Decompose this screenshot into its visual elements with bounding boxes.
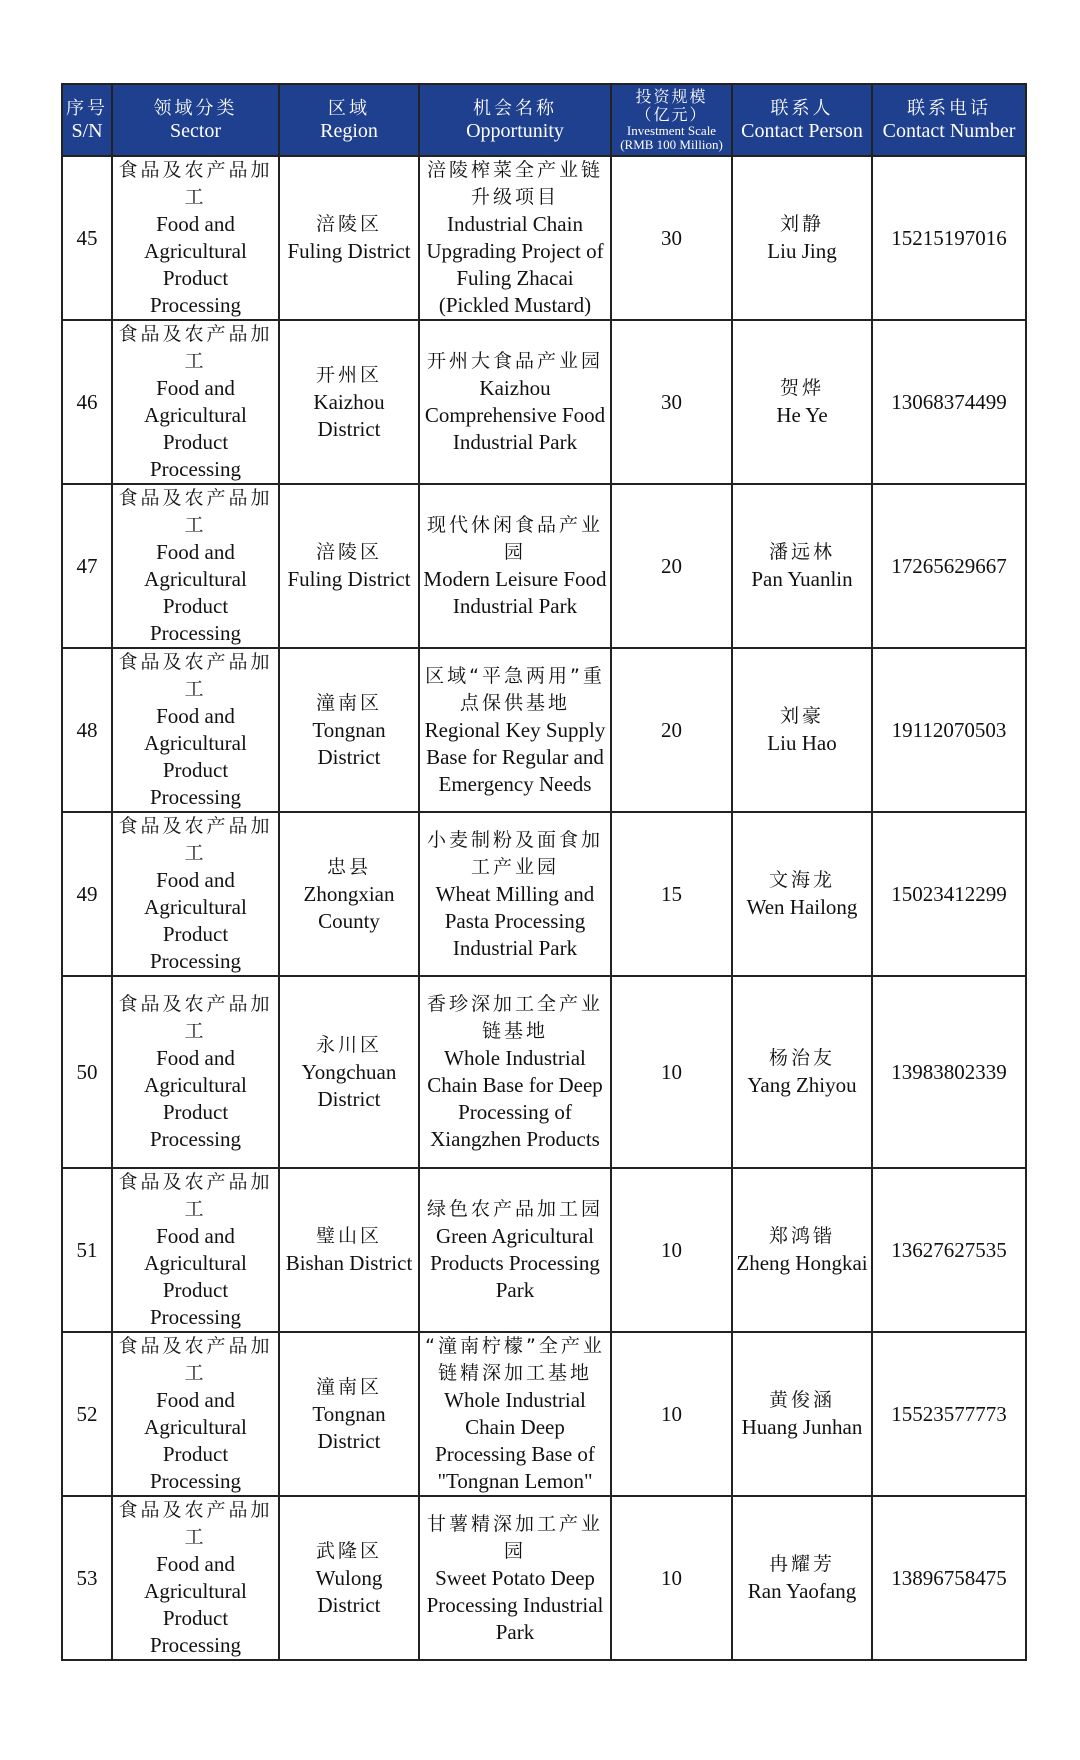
header-sector-zh: 领域分类 — [153, 98, 238, 119]
cell-investment: 10 — [611, 1332, 732, 1496]
region-en: Zhongxian County — [303, 881, 395, 933]
region-en: Tongnan District — [312, 1401, 386, 1453]
region-zh: 潼南区 — [315, 691, 382, 714]
header-sector-en: Sector — [169, 120, 222, 142]
table-header — [62, 84, 1026, 156]
opportunity-zh: 现代休闲食品产业园 — [426, 514, 603, 563]
cell-phone: 13627627535 — [872, 1168, 1026, 1332]
header-sector — [112, 84, 279, 156]
sector-en: Food and Agricultural Product Processing — [144, 1552, 247, 1657]
opportunity-en: Industrial Chain Upgrading Project of Fuling Zhacai (Pickled Mustard) — [426, 212, 604, 317]
table-row — [62, 1332, 1026, 1496]
opportunity-zh: 区域“平急两用”重点保供基地 — [425, 664, 605, 714]
cell-region — [279, 1496, 419, 1660]
contact-en: Ran Yaofang — [747, 1579, 857, 1603]
header-investment-en1: Investment Scale — [626, 123, 717, 138]
cell-contact — [732, 976, 872, 1168]
cell-investment: 10 — [611, 1496, 732, 1660]
contact-zh: 刘静 — [779, 213, 824, 235]
contact-en: Zheng Hongkai — [736, 1251, 868, 1275]
header-region — [279, 84, 419, 156]
table-row — [62, 976, 1026, 1168]
header-opportunity — [419, 84, 611, 156]
cell-sector — [112, 484, 279, 648]
table-row — [62, 1168, 1026, 1332]
contact-en: He Ye — [776, 403, 828, 427]
cell-region — [279, 156, 419, 320]
cell-sector — [112, 812, 279, 976]
contact-en: Huang Junhan — [741, 1415, 863, 1439]
sector-en: Food and Agricultural Product Processing — [144, 1388, 247, 1493]
sector-zh: 食品及农产品加工 — [118, 815, 273, 864]
header-phone — [872, 84, 1026, 156]
region-zh: 忠县 — [326, 855, 371, 878]
opportunity-en: Modern Leisure Food Industrial Park — [423, 567, 607, 618]
header-row — [62, 84, 1026, 156]
header-opportunity-en: Opportunity — [466, 120, 564, 142]
table-row — [62, 1496, 1026, 1660]
opportunity-zh: 甘薯精深加工产业园 — [426, 1512, 603, 1562]
cell-investment: 10 — [611, 976, 732, 1168]
header-sn — [62, 84, 112, 156]
opportunity-en: Sweet Potato Deep Processing Industrial Park — [426, 1565, 604, 1644]
table-body — [62, 156, 1026, 1660]
sector-en: Food and Agricultural Product Processing — [144, 376, 247, 481]
cell-opportunity — [419, 1168, 611, 1332]
cell-sn: 51 — [62, 1168, 112, 1332]
cell-opportunity — [419, 648, 611, 812]
cell-phone: 15023412299 — [872, 812, 1026, 976]
contact-zh: 冉耀芳 — [768, 1553, 835, 1575]
cell-opportunity — [419, 1496, 611, 1660]
cell-contact — [732, 1496, 872, 1660]
cell-sector — [112, 1332, 279, 1496]
opportunity-zh: 香珍深加工全产业链基地 — [426, 993, 603, 1042]
opportunity-en: Wheat Milling and Pasta Processing Industrial Park — [435, 881, 595, 960]
investment-opportunities-table — [61, 83, 1027, 1661]
opportunity-en: Regional Key Supply Base for Regular and Emergency Needs — [424, 717, 606, 796]
header-investment-en2: (RMB 100 Million) — [620, 137, 723, 152]
table-row — [62, 484, 1026, 648]
opportunity-zh: 小麦制粉及面食加工产业园 — [426, 828, 603, 878]
cell-sn: 48 — [62, 648, 112, 812]
cell-contact — [732, 1168, 872, 1332]
cell-opportunity — [419, 320, 611, 484]
contact-en: Wen Hailong — [746, 895, 858, 919]
cell-sector — [112, 648, 279, 812]
cell-opportunity — [419, 156, 611, 320]
header-contact-zh: 联系人 — [770, 98, 834, 119]
opportunity-zh: 开州大食品产业园 — [426, 350, 603, 372]
contact-zh: 郑鸿锴 — [768, 1225, 835, 1247]
cell-contact — [732, 320, 872, 484]
cell-sn: 46 — [62, 320, 112, 484]
region-en: Kaizhou District — [313, 389, 385, 441]
header-investment-zh2: （亿元） — [635, 105, 708, 124]
cell-sn: 50 — [62, 976, 112, 1168]
region-en: Tongnan District — [312, 717, 386, 769]
table-row — [62, 648, 1026, 812]
sector-zh: 食品及农产品加工 — [118, 1499, 273, 1548]
contact-zh: 贺烨 — [779, 377, 824, 399]
opportunity-en: Whole Industrial Chain Base for Deep Processing of Xiangzhen Products — [427, 1046, 603, 1151]
cell-region — [279, 976, 419, 1168]
contact-en: Liu Hao — [767, 731, 837, 755]
cell-sn: 49 — [62, 812, 112, 976]
region-zh: 涪陵区 — [315, 213, 382, 235]
region-en: Fuling District — [287, 567, 411, 591]
cell-sn: 52 — [62, 1332, 112, 1496]
cell-sector — [112, 976, 279, 1168]
cell-region — [279, 648, 419, 812]
investment-opportunities-table-wrapper — [61, 83, 1025, 1661]
opportunity-zh: 绿色农产品加工园 — [426, 1198, 603, 1220]
cell-investment: 20 — [611, 648, 732, 812]
region-zh: 璧山区 — [315, 1225, 382, 1247]
sector-en: Food and Agricultural Product Processing — [144, 868, 247, 973]
opportunity-en: Whole Industrial Chain Deep Processing Base of "Tongnan Lemon" — [435, 1388, 595, 1493]
opportunity-en: Green Agricultural Products Processing Park — [430, 1224, 600, 1302]
opportunity-en: Kaizhou Comprehensive Food Industrial Park — [424, 376, 606, 454]
sector-zh: 食品及农产品加工 — [118, 159, 273, 208]
region-en: Fuling District — [287, 239, 411, 263]
cell-sector — [112, 1496, 279, 1660]
cell-contact — [732, 1332, 872, 1496]
cell-phone: 13896758475 — [872, 1496, 1026, 1660]
header-region-en: Region — [320, 120, 378, 142]
cell-contact — [732, 484, 872, 648]
cell-phone: 19112070503 — [872, 648, 1026, 812]
cell-contact — [732, 156, 872, 320]
region-en: Bishan District — [285, 1251, 413, 1275]
header-opportunity-zh: 机会名称 — [473, 98, 557, 119]
cell-phone: 13068374499 — [872, 320, 1026, 484]
contact-en: Yang Zhiyou — [747, 1073, 857, 1097]
contact-en: Pan Yuanlin — [751, 567, 853, 591]
sector-en: Food and Agricultural Product Processing — [144, 212, 247, 317]
region-zh: 永川区 — [315, 1033, 382, 1056]
cell-region — [279, 812, 419, 976]
cell-region — [279, 1168, 419, 1332]
cell-investment: 10 — [611, 1168, 732, 1332]
cell-contact — [732, 648, 872, 812]
opportunity-zh: 涪陵榨菜全产业链升级项目 — [426, 159, 603, 208]
cell-sector — [112, 156, 279, 320]
cell-investment: 15 — [611, 812, 732, 976]
header-phone-zh: 联系电话 — [907, 98, 991, 119]
sector-zh: 食品及农产品加工 — [118, 1335, 273, 1384]
table-row — [62, 812, 1026, 976]
table-row — [62, 320, 1026, 484]
region-zh: 涪陵区 — [315, 541, 382, 563]
cell-phone: 13983802339 — [872, 976, 1026, 1168]
cell-investment: 20 — [611, 484, 732, 648]
header-investment — [611, 84, 732, 156]
region-zh: 潼南区 — [315, 1375, 382, 1398]
sector-zh: 食品及农产品加工 — [118, 487, 273, 536]
sector-zh: 食品及农产品加工 — [118, 993, 273, 1042]
table-row — [62, 156, 1026, 320]
header-phone-en: Contact Number — [882, 120, 1016, 142]
cell-opportunity — [419, 484, 611, 648]
cell-sn: 47 — [62, 484, 112, 648]
cell-phone: 15215197016 — [872, 156, 1026, 320]
sector-en: Food and Agricultural Product Processing — [144, 704, 247, 809]
sector-en: Food and Agricultural Product Processing — [144, 1046, 247, 1151]
header-sn-en: S/N — [71, 120, 103, 142]
cell-sn: 53 — [62, 1496, 112, 1660]
contact-zh: 刘豪 — [779, 705, 824, 727]
cell-sector — [112, 320, 279, 484]
contact-zh: 潘远林 — [768, 541, 835, 563]
sector-zh: 食品及农产品加工 — [118, 1171, 273, 1220]
header-sn-zh: 序号 — [66, 98, 108, 119]
cell-region — [279, 1332, 419, 1496]
region-en: Wulong District — [315, 1565, 383, 1617]
region-zh: 开州区 — [315, 363, 382, 386]
region-zh: 武隆区 — [315, 1539, 382, 1562]
contact-zh: 杨治友 — [768, 1047, 835, 1069]
cell-region — [279, 484, 419, 648]
cell-investment: 30 — [611, 320, 732, 484]
cell-opportunity — [419, 1332, 611, 1496]
sector-zh: 食品及农产品加工 — [118, 651, 273, 700]
header-contact-en: Contact Person — [741, 120, 863, 142]
header-region-zh: 区域 — [328, 98, 370, 119]
cell-opportunity — [419, 812, 611, 976]
cell-sector — [112, 1168, 279, 1332]
sector-zh: 食品及农产品加工 — [118, 323, 273, 372]
cell-phone: 17265629667 — [872, 484, 1026, 648]
contact-zh: 黄俊涵 — [768, 1389, 835, 1411]
cell-contact — [732, 812, 872, 976]
region-en: Yongchuan District — [301, 1059, 397, 1111]
contact-zh: 文海龙 — [768, 869, 835, 891]
contact-en: Liu Jing — [767, 239, 837, 263]
header-investment-zh1: 投资规模 — [635, 87, 708, 106]
sector-en: Food and Agricultural Product Processing — [144, 1224, 247, 1329]
cell-phone: 15523577773 — [872, 1332, 1026, 1496]
cell-investment: 30 — [611, 156, 732, 320]
cell-sn: 45 — [62, 156, 112, 320]
cell-region — [279, 320, 419, 484]
cell-opportunity — [419, 976, 611, 1168]
opportunity-zh: “潼南柠檬”全产业链精深加工基地 — [425, 1335, 605, 1384]
header-contact — [732, 84, 872, 156]
sector-en: Food and Agricultural Product Processing — [144, 540, 247, 645]
